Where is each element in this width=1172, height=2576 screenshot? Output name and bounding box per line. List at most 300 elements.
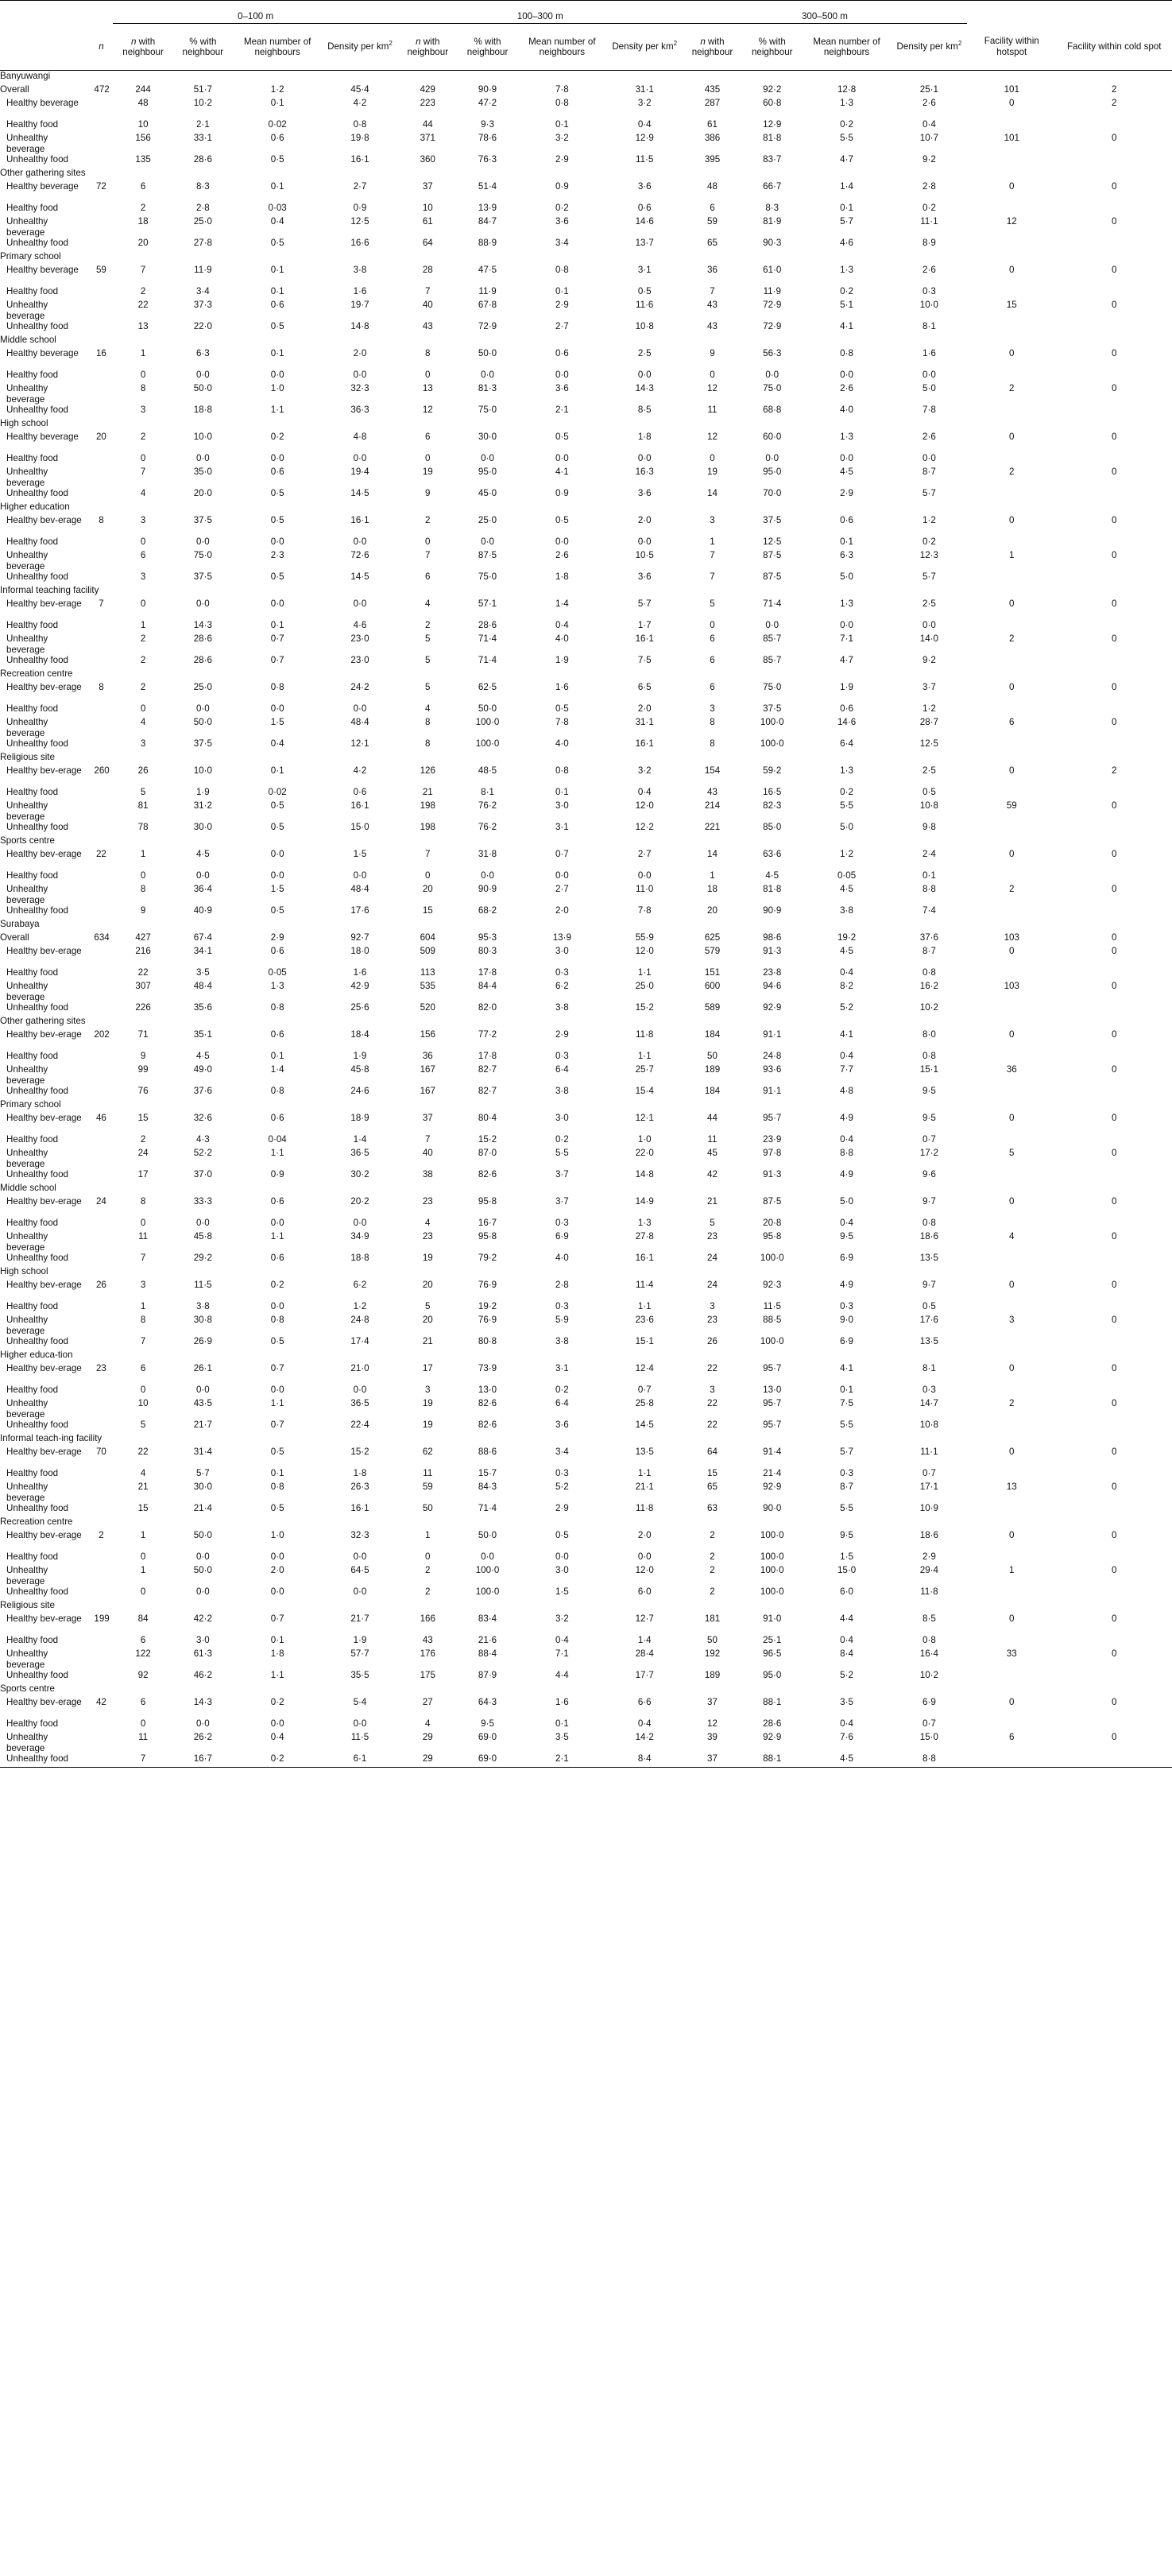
cell-value: 3 (140, 571, 146, 582)
cell-hotspot: 0 (1009, 765, 1015, 776)
cell-n (89, 1002, 113, 1016)
cell-value: 3 (140, 1280, 146, 1290)
cell-value: 19 (707, 467, 718, 477)
cell-hotspot: 5 (1009, 1148, 1015, 1158)
row-label: Unhealthy beverage (6, 800, 48, 822)
cell-value: 95·8 (478, 1196, 497, 1207)
cell-coldspot: 0 (1111, 1732, 1117, 1742)
cell-value: 37·6 (919, 932, 938, 943)
cell-value: 6 (140, 181, 146, 192)
cell-value: 0·3 (923, 286, 936, 296)
cell-value: 14·0 (919, 633, 938, 644)
cell-hotspot (967, 1551, 1056, 1565)
cell-value: 9·7 (923, 1196, 936, 1207)
cell-value: 20·0 (193, 488, 212, 498)
cell-coldspot: 0 (1111, 981, 1117, 991)
cell-value: 57·1 (478, 598, 497, 609)
cell-value: 0 (140, 1551, 146, 1562)
cell-value: 95·7 (763, 1420, 782, 1430)
cell-value: 9·6 (923, 1169, 936, 1180)
cell-value: 8 (425, 738, 431, 749)
cell-hotspot (967, 1051, 1056, 1064)
row-label: Healthy food (6, 203, 59, 213)
cell-value: 0·0 (195, 1551, 210, 1562)
cell-value: 71 (137, 1029, 149, 1040)
cell-value: 9·5 (923, 1113, 936, 1123)
cell-value: 21 (137, 1482, 149, 1492)
cell-value: 85·7 (763, 633, 782, 644)
cell-value: 48 (707, 181, 718, 192)
cell-value: 37·3 (193, 300, 212, 310)
cell-value: 43·5 (193, 1398, 212, 1408)
cell-value: 17·6 (919, 1315, 938, 1325)
cell-n (89, 738, 113, 752)
cell-value: 0·1 (555, 286, 569, 296)
row-label: Healthy food (6, 967, 59, 978)
cell-hotspot (967, 703, 1056, 717)
cell-n: 260 (94, 765, 110, 776)
cell-n (89, 1565, 113, 1586)
cell-value: 7 (425, 849, 431, 859)
cell-coldspot: 0 (1111, 1064, 1117, 1075)
cell-value: 0·5 (270, 905, 284, 916)
cell-value: 4·5 (195, 1051, 210, 1061)
table-row (0, 1218, 1172, 1231)
table-row (0, 870, 1172, 884)
row-label: Unhealthy food (6, 905, 68, 916)
cell-coldspot: 0 (1111, 515, 1117, 525)
row-label: Healthy bev-erage (6, 1447, 82, 1457)
cell-value: 32·3 (350, 383, 369, 393)
row-label: Unhealthy food (6, 1420, 68, 1430)
city-label: Banyuwangi (0, 71, 51, 81)
cell-value: 12 (422, 405, 433, 415)
cell-value: 0·4 (840, 1051, 853, 1061)
row-label: Unhealthy food (6, 488, 68, 498)
cell-value: 71·4 (763, 598, 782, 609)
cell-value: 91·1 (763, 1029, 782, 1040)
cell-value: 10·5 (635, 550, 654, 560)
cell-value: 21 (422, 787, 433, 797)
cell-value: 4 (425, 703, 431, 714)
cell-value: 35·6 (193, 1002, 212, 1013)
cell-value: 7 (140, 1336, 146, 1346)
cell-value: 1·7 (637, 620, 652, 630)
cell-hotspot (967, 571, 1056, 585)
cell-value: 8·3 (765, 203, 779, 213)
cell-value: 5·7 (637, 598, 652, 609)
row-label: Unhealthy beverage (6, 383, 48, 405)
cell-value: 589 (704, 1002, 721, 1013)
cell-value: 48·5 (478, 765, 497, 776)
table-row (0, 1363, 1172, 1385)
cell-coldspot: 0 (1111, 1029, 1117, 1040)
cell-value: 3·7 (555, 1169, 569, 1180)
cell-value: 1·0 (637, 1134, 652, 1145)
cell-value: 6·4 (840, 738, 853, 749)
cell-value: 47·5 (478, 265, 497, 275)
cell-value: 50·0 (478, 1530, 497, 1540)
table-row (0, 321, 1172, 335)
group-label: High school (0, 1266, 48, 1276)
cell-value: 1 (140, 620, 146, 630)
cell-value: 64 (422, 238, 433, 248)
cell-coldspot (1056, 1253, 1172, 1266)
cell-n (89, 1315, 113, 1336)
cell-value: 10·7 (919, 133, 938, 143)
cell-value: 7·7 (840, 1064, 853, 1075)
cell-value: 4·1 (840, 1029, 853, 1040)
cell-value: 23·0 (350, 655, 369, 665)
cell-value: 5·0 (840, 571, 853, 582)
cell-value: 15·0 (350, 822, 369, 832)
cell-hotspot: 4 (1009, 1231, 1015, 1242)
cell-hotspot (967, 119, 1056, 133)
cell-value: 6·9 (555, 1231, 569, 1242)
row-label: Unhealthy food (6, 822, 68, 832)
cell-value: 76·3 (478, 154, 497, 165)
cell-value: 80·4 (478, 1113, 497, 1123)
cell-value: 5·2 (840, 1002, 853, 1013)
cell-n (89, 703, 113, 717)
cell-coldspot: 0 (1111, 1113, 1117, 1123)
row-label: Healthy beverage (6, 181, 79, 192)
table-row (0, 1169, 1172, 1183)
cell-value: 8 (710, 738, 715, 749)
cell-value: 0·9 (555, 488, 569, 498)
cell-value: 12·0 (635, 1565, 654, 1575)
cell-value: 167 (420, 1064, 435, 1075)
cell-value: 11·8 (636, 1029, 654, 1040)
cell-value: 37·5 (193, 738, 212, 749)
cell-coldspot (1056, 286, 1172, 300)
cell-value: 214 (704, 800, 721, 811)
cell-value: 37·5 (763, 515, 782, 525)
cell-value: 0·7 (923, 1134, 936, 1145)
cell-value: 11·1 (920, 216, 938, 227)
cell-value: 17 (137, 1169, 149, 1180)
cell-n: 8 (99, 515, 104, 525)
cell-value: 9·8 (923, 822, 936, 832)
cell-coldspot (1056, 787, 1172, 800)
cell-value: 6 (710, 633, 715, 644)
cell-value: 50·0 (478, 703, 497, 714)
cell-value: 0·0 (270, 1301, 284, 1311)
row-label: Healthy bev-erage (6, 1530, 82, 1540)
row-label: Healthy food (6, 1468, 59, 1478)
cell-value: 0·2 (840, 286, 853, 296)
cell-value: 72·9 (478, 321, 497, 331)
row-label: Healthy bev-erage (6, 1280, 82, 1290)
cell-value: 14 (707, 849, 718, 859)
cell-value: 17·2 (919, 1148, 938, 1158)
group-label: Middle school (0, 335, 56, 345)
cell-value: 12·9 (635, 133, 654, 143)
cell-coldspot: 0 (1111, 682, 1117, 692)
cell-value: 1·8 (353, 1468, 367, 1478)
cell-value: 4·5 (840, 467, 853, 477)
cell-value: 2·5 (923, 765, 936, 776)
cell-coldspot (1056, 119, 1172, 133)
cell-value: 0·5 (555, 1530, 569, 1540)
cell-value: 2·0 (353, 348, 367, 358)
cell-value: 61·0 (763, 265, 782, 275)
cell-n (89, 1231, 113, 1253)
cell-value: 166 (420, 1613, 435, 1624)
group-label: Informal teach-ing facility (0, 1433, 103, 1443)
cell-value: 579 (704, 946, 721, 956)
cell-value: 1·5 (270, 884, 284, 894)
cell-value: 625 (704, 932, 721, 943)
cell-value: 14·5 (350, 571, 369, 582)
cell-value: 12·3 (919, 550, 938, 560)
cell-value: 429 (420, 84, 435, 95)
cell-hotspot: 0 (1009, 682, 1015, 692)
cell-n (89, 238, 113, 251)
cell-value: 14·3 (193, 1697, 212, 1707)
cell-hotspot (967, 1253, 1056, 1266)
cell-value: 82·6 (478, 1398, 497, 1408)
cell-value: 520 (420, 1002, 435, 1013)
cell-value: 19 (422, 1398, 433, 1408)
cell-value: 39 (707, 1732, 718, 1742)
cell-value: 1·2 (353, 1301, 367, 1311)
cell-n (89, 1482, 113, 1503)
cell-value: 3·6 (555, 383, 569, 393)
cell-value: 95·0 (763, 1670, 782, 1680)
cell-value: 8·0 (923, 1029, 936, 1040)
cell-value: 156 (420, 1029, 435, 1040)
cell-coldspot (1056, 967, 1172, 981)
cell-value: 100·0 (760, 1336, 784, 1346)
cell-value: 1·3 (840, 265, 853, 275)
cell-value: 0·4 (270, 216, 284, 227)
cell-value: 64·5 (350, 1565, 369, 1575)
cell-value: 42·9 (350, 981, 369, 991)
cell-value: 0·3 (840, 1468, 853, 1478)
cell-hotspot (967, 1503, 1056, 1517)
cell-value: 0·6 (637, 203, 652, 213)
row-label: Unhealthy food (0, 1753, 89, 1768)
cell-value: 0·6 (353, 787, 367, 797)
cell-value: 2·6 (840, 383, 853, 393)
cell-value: 91·4 (763, 1447, 782, 1457)
table-row (0, 203, 1172, 216)
cell-value: 2·9 (840, 488, 853, 498)
cell-value: 77·2 (478, 1029, 497, 1040)
row-label: Healthy bev-erage (6, 1613, 82, 1624)
cell-value: 5 (140, 1420, 146, 1430)
cell-value: 48·4 (350, 717, 369, 727)
cell-value: 2·5 (637, 348, 652, 358)
cell-value: 198 (420, 800, 435, 811)
table-row (0, 1503, 1172, 1517)
row-label: Healthy bev-erage (6, 515, 82, 525)
cell-value: 10·8 (919, 1420, 938, 1430)
cell-value: 19·2 (478, 1301, 497, 1311)
cell-value: 2·5 (923, 598, 936, 609)
cell-value: 226 (135, 1002, 151, 1013)
cell-n: 8 (99, 682, 104, 692)
table-row (0, 1064, 1172, 1086)
cell-value: 12·1 (635, 1113, 654, 1123)
cell-coldspot: 0 (1111, 1613, 1117, 1624)
cell-value: 50·0 (193, 717, 212, 727)
cell-value: 3·4 (195, 286, 210, 296)
cell-n: 70 (95, 1447, 106, 1457)
cell-value: 19·8 (350, 133, 369, 143)
cell-value: 6·9 (840, 1253, 853, 1263)
cell-value: 59 (422, 1482, 433, 1492)
cell-value: 50 (707, 1635, 718, 1645)
cell-value: 43 (422, 321, 433, 331)
cell-n: 72 (95, 181, 106, 192)
cell-value: 0·2 (555, 1134, 569, 1145)
cell-coldspot (1056, 1551, 1172, 1565)
cell-value: 9 (425, 488, 431, 498)
row-label: Healthy beverage (6, 432, 79, 442)
col-hotspot: Facility within hotspot (984, 36, 1039, 57)
cell-value: 7 (710, 571, 715, 582)
row-label: Healthy bev-erage (6, 849, 82, 859)
cell-value: 93·6 (763, 1064, 782, 1075)
group-label: Religious site (0, 1600, 55, 1610)
cell-value: 0·4 (555, 620, 569, 630)
cell-value: 0·0 (353, 1586, 367, 1597)
cell-coldspot (1056, 1753, 1172, 1768)
cell-value: 6·9 (923, 1697, 936, 1707)
cell-value: 91·1 (763, 1086, 782, 1096)
table-row (0, 181, 1172, 203)
cell-value: 13·7 (635, 238, 654, 248)
cell-n: 199 (94, 1613, 110, 1624)
cell-value: 84·3 (478, 1482, 497, 1492)
cell-value: 91·3 (763, 1169, 782, 1180)
cell-value: 76·2 (478, 800, 497, 811)
cell-value: 88·1 (742, 1753, 802, 1768)
cell-value: 70·0 (763, 488, 782, 498)
row-label: Unhealthy food (6, 154, 68, 165)
cell-value: 2·0 (637, 703, 652, 714)
cell-value: 1·6 (353, 286, 367, 296)
table-row (0, 1051, 1172, 1064)
cell-value: 6 (710, 203, 715, 213)
cell-value: 5 (425, 633, 431, 644)
cell-value: 0·1 (270, 1468, 284, 1478)
table-row (0, 849, 1172, 870)
cell-value: 10·0 (193, 432, 212, 442)
cell-value: 13·0 (478, 1385, 497, 1395)
cell-value: 135 (135, 154, 151, 165)
cell-value: 216 (135, 946, 151, 956)
row-label: Healthy bev-erage (6, 1697, 82, 1707)
group-label: Other gathering sites (0, 168, 86, 178)
cell-value: 0·03 (268, 203, 287, 213)
cell-value: 154 (704, 765, 721, 776)
cell-value: 3 (710, 515, 715, 525)
cell-value: 13·0 (763, 1385, 782, 1395)
cell-value: 23 (707, 1315, 718, 1325)
cell-value: 84 (137, 1613, 149, 1624)
table-row (0, 286, 1172, 300)
cell-value: 189 (704, 1064, 721, 1075)
cell-n (89, 905, 113, 919)
cell-value: 8·7 (923, 467, 936, 477)
cell-value: 0·8 (270, 1002, 284, 1013)
cell-value: 1·3 (840, 432, 853, 442)
table-row (0, 633, 1172, 655)
cell-value: 0·2 (840, 787, 853, 797)
row-label: Healthy bev-erage (6, 765, 82, 776)
cell-value: 5·9 (555, 1315, 569, 1325)
cell-value: 6·9 (840, 1336, 853, 1346)
cell-n (89, 1551, 113, 1565)
band-300-500m: 300–500 m (683, 1, 967, 24)
cell-value: 95·0 (763, 467, 782, 477)
row-label: Healthy food (6, 537, 59, 547)
table-row (0, 967, 1172, 981)
cell-n (89, 1648, 113, 1670)
cell-n: 472 (94, 84, 110, 95)
cell-value: 7 (710, 550, 715, 560)
cell-value: 0·7 (270, 1613, 284, 1624)
col-mean-neighbours: Mean number of neighbours (243, 36, 311, 57)
cell-value: 11·5 (636, 154, 654, 165)
cell-value: 6·4 (555, 1064, 569, 1075)
cell-value: 12 (707, 383, 718, 393)
cell-value: 88·9 (478, 238, 497, 248)
cell-value: 12·5 (350, 216, 369, 227)
cell-n: 2 (99, 1530, 104, 1540)
cell-value: 16·1 (350, 154, 369, 165)
cell-n (89, 571, 113, 585)
cell-value: 4·8 (353, 432, 367, 442)
cell-value: 12·4 (635, 1363, 654, 1373)
cell-value: 5·0 (840, 1196, 853, 1207)
cell-value: 15·0 (837, 1565, 857, 1575)
cell-value: 9·5 (923, 1086, 936, 1096)
cell-coldspot: 0 (1111, 1196, 1117, 1207)
cell-hotspot (967, 870, 1056, 884)
cell-value: 24·6 (350, 1086, 369, 1096)
cell-value: 14·9 (635, 1196, 654, 1207)
row-label: Healthy food (6, 1718, 59, 1729)
cell-value: 19 (422, 1253, 433, 1263)
cell-value: 8·1 (923, 1363, 936, 1373)
row-label: Healthy bev-erage (6, 946, 82, 956)
row-label: Unhealthy beverage (6, 1064, 48, 1086)
cell-value: 31·8 (478, 849, 497, 859)
cell-value: 11·9 (763, 286, 781, 296)
cell-value: 2·1 (195, 119, 210, 130)
cell-value: 2 (710, 1551, 715, 1562)
row-label: Healthy food (6, 1134, 59, 1145)
cell-value: 100·0 (760, 1551, 784, 1562)
cell-value: 9·5 (840, 1231, 853, 1242)
cell-value: 8·4 (840, 1648, 853, 1659)
table-row (0, 133, 1172, 154)
cell-value: 435 (704, 84, 721, 95)
table-row (0, 717, 1172, 738)
cell-value: 20·8 (763, 1218, 782, 1228)
cell-n: 7 (99, 598, 104, 609)
cell-coldspot (1056, 1586, 1172, 1600)
cell-value: 0 (425, 870, 431, 881)
cell-value: 2·6 (923, 432, 936, 442)
cell-value: 16·7 (173, 1753, 233, 1768)
cell-value: 13 (422, 383, 433, 393)
row-label: Healthy food (6, 1051, 59, 1061)
